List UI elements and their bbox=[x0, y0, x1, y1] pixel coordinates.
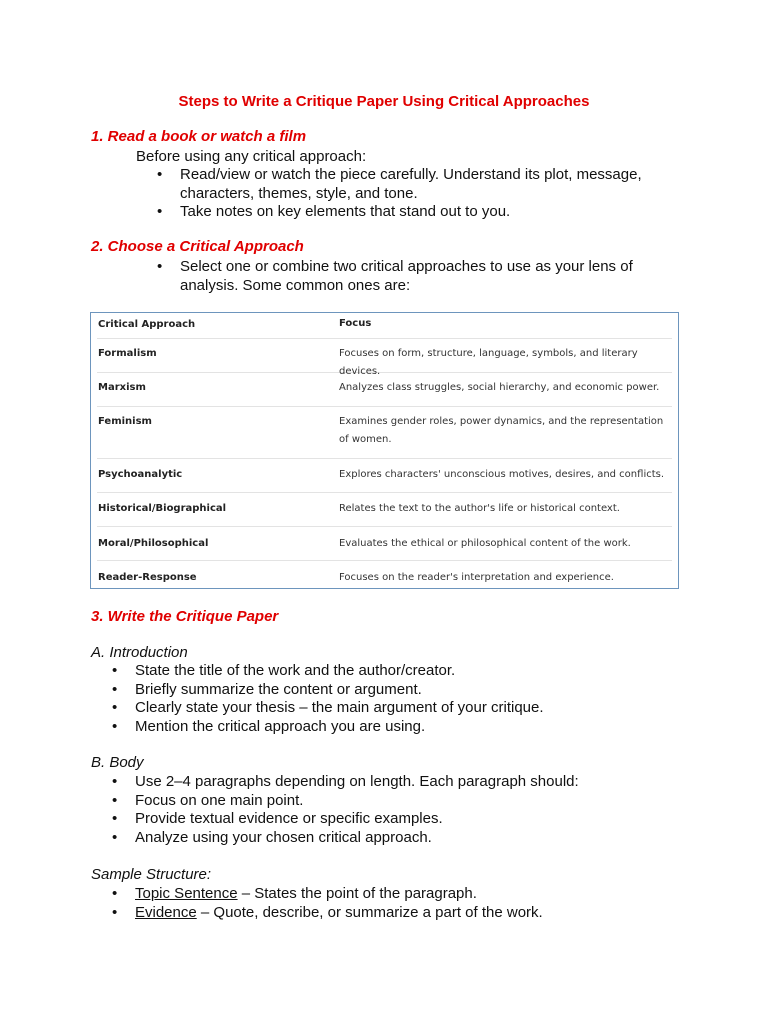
section-1-heading: 1. Read a book or watch a film bbox=[91, 128, 307, 145]
table-cell-approach: Psychoanalytic bbox=[98, 469, 183, 480]
page-title: Steps to Write a Critique Paper Using Critical Approaches bbox=[178, 93, 590, 110]
table-cell-approach: Moral/Philosophical bbox=[98, 538, 209, 549]
table-row bbox=[97, 338, 672, 377]
section-2-heading: 2. Choose a Critical Approach bbox=[91, 238, 304, 255]
introduction-bullets bbox=[91, 662, 711, 736]
list-item: • State the title of the work and the author/creator. bbox=[91, 662, 711, 681]
list-item: • Briefly summarize the content or argument. bbox=[91, 681, 711, 700]
list-item: • Analyze using your chosen critical approach. bbox=[91, 829, 711, 848]
table-row bbox=[97, 492, 672, 527]
list-item: • Use 2–4 paragraphs depending on length. Each paragraph should: bbox=[91, 773, 711, 792]
table-header-approach: Critical Approach bbox=[98, 319, 196, 330]
table-cell-focus: Examines gender roles, power dynamics, and the representation of women. bbox=[339, 416, 664, 445]
section-2-bullets bbox=[136, 258, 696, 295]
list-item: • Provide textual evidence or specific examples. bbox=[91, 810, 711, 829]
table-cell-focus: Analyzes class struggles, social hierarchy, and economic power. bbox=[339, 382, 660, 393]
table-cell-focus: Focuses on form, structure, language, symbols, and literary devices. bbox=[339, 348, 638, 377]
term-evidence: Evidence bbox=[135, 903, 197, 921]
list-item: • Focus on one main point. bbox=[91, 792, 711, 811]
list-item: • Topic Sentence – States the point of the paragraph. bbox=[91, 885, 711, 904]
section-1-bullets bbox=[136, 166, 696, 222]
table-row bbox=[97, 458, 672, 493]
list-item: • Evidence – Quote, describe, or summarize a part of the work. bbox=[91, 904, 711, 923]
list-item: • Read/view or watch the piece carefully. Understand its plot, message, characters, themes, style, and tone. bbox=[136, 166, 696, 203]
table-header-focus: Focus bbox=[339, 318, 372, 329]
term-topic-sentence: Topic Sentence bbox=[135, 885, 238, 902]
list-item: • Mention the critical approach you are using. bbox=[91, 718, 711, 737]
table-cell-focus: Evaluates the ethical or philosophical content of the work. bbox=[339, 538, 631, 549]
table-row bbox=[97, 406, 672, 459]
body-bullets bbox=[91, 773, 711, 847]
table-cell-approach: Feminism bbox=[98, 416, 152, 427]
table-cell-approach: Reader-Response bbox=[98, 572, 197, 583]
table-header-row bbox=[97, 313, 672, 339]
section-1-intro: Before using any critical approach: bbox=[136, 148, 367, 165]
critical-approaches-table bbox=[90, 312, 679, 589]
sample-structure-label: Sample Structure: bbox=[91, 866, 212, 883]
introduction-label: A. Introduction bbox=[91, 644, 188, 661]
sample-structure-bullets bbox=[91, 885, 711, 922]
table-cell-focus: Relates the text to the author's life or historical context. bbox=[339, 503, 620, 514]
table-cell-focus: Explores characters' unconscious motives, desires, and conflicts. bbox=[339, 469, 665, 480]
table-row bbox=[97, 526, 672, 561]
section-3-heading: 3. Write the Critique Paper bbox=[91, 608, 279, 625]
list-item: • Take notes on key elements that stand out to you. bbox=[136, 203, 696, 222]
table-cell-focus: Focuses on the reader's interpretation and experience. bbox=[339, 572, 614, 583]
table-row bbox=[97, 372, 672, 407]
table-cell-approach: Marxism bbox=[98, 382, 146, 393]
list-item: • Select one or combine two critical approaches to use as your lens of analysis. Some common ones are: bbox=[136, 258, 696, 295]
table-cell-approach: Formalism bbox=[98, 348, 157, 359]
list-item: • Clearly state your thesis – the main argument of your critique. bbox=[91, 699, 711, 718]
body-label: B. Body bbox=[91, 754, 144, 771]
table-row bbox=[97, 560, 672, 588]
table-cell-approach: Historical/Biographical bbox=[98, 503, 227, 514]
